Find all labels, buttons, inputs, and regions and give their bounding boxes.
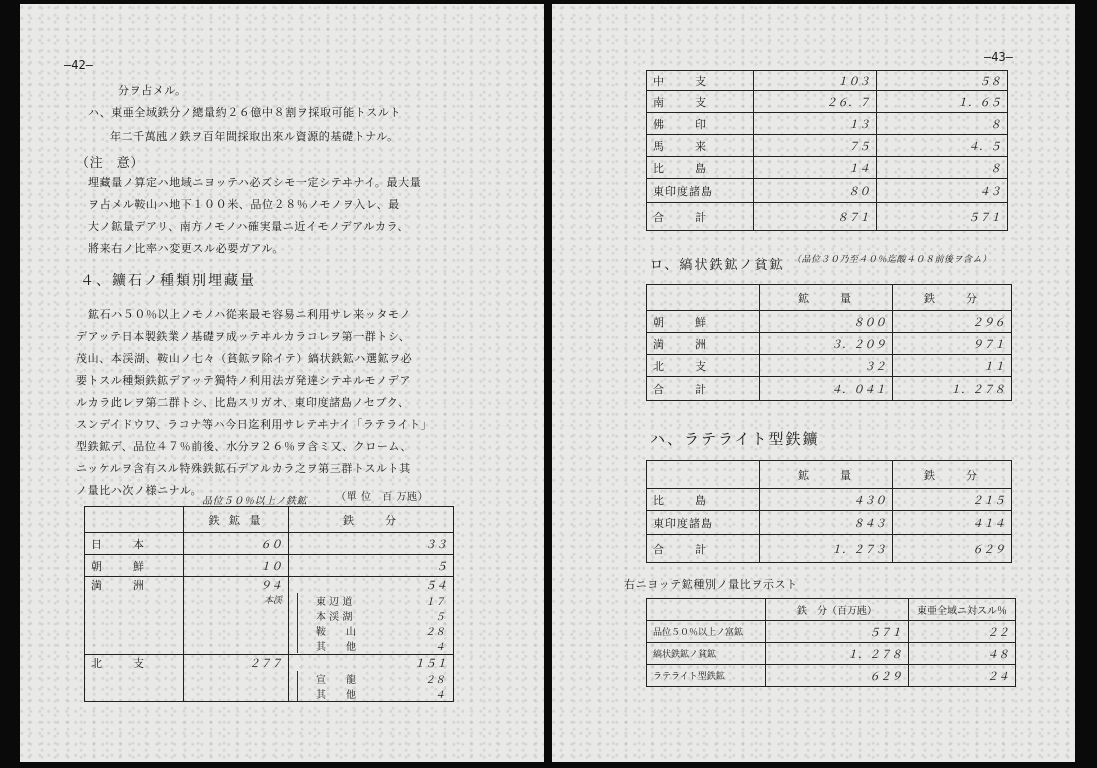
row-ore: ８０ xyxy=(754,179,877,203)
table-header: 鉄 分（百万瓲） xyxy=(766,599,909,621)
row-ore: ４．０４１ xyxy=(760,377,893,401)
row-iron: ８ xyxy=(877,157,1008,179)
row-name: ラテライト型鉄鉱 xyxy=(647,665,766,687)
row-ore: １０ xyxy=(184,555,289,577)
sub-name: 本 渓 湖 xyxy=(316,612,353,623)
table-unit: （單 位 百 万瓲） xyxy=(336,492,429,503)
row-ore: １４ xyxy=(754,157,877,179)
row-ore-note: 本渓 xyxy=(263,596,282,606)
row-ore xyxy=(184,577,289,655)
row-ore: ８００ xyxy=(760,311,893,333)
sub-row xyxy=(297,623,453,638)
row-ore: １．２７３ xyxy=(760,535,893,563)
row-iron: ４３ xyxy=(877,179,1008,203)
row-iron: ５７１ xyxy=(766,621,909,643)
table-header: 鉱 量 xyxy=(760,461,893,489)
row-ore: ３．２０９ xyxy=(760,333,893,355)
text-line: デアッテ日本製鉄業ノ基礎ヲ成ッテヰルカラコレヲ第一群トシ、 xyxy=(76,330,411,343)
table-header: 鉄 鉱 量 xyxy=(184,507,289,533)
text-line: ハ、東亜全域鉄分ノ總量約２６億中８割ヲ採取可能トスルト xyxy=(88,106,402,119)
table-header: 鉱 量 xyxy=(760,285,893,311)
row-ore: ２７７ xyxy=(184,655,289,702)
row-name: 日 本 xyxy=(85,533,184,555)
row-name: 満 洲 xyxy=(85,577,184,655)
sub-name: 其 他 xyxy=(316,642,356,653)
row-pct: ４８ xyxy=(909,643,1016,665)
text-line: 鉱石ハ５０％以上ノモノハ從来最モ容易ニ利用サレ来ッタモノ xyxy=(88,308,412,321)
row-iron: ６２９ xyxy=(893,535,1012,563)
row-iron: ５４ xyxy=(425,579,447,592)
row-ore: １０３ xyxy=(754,71,877,91)
row-name: 縞状鉄鉱ノ貧鉱 xyxy=(647,643,766,665)
row-name: 南 支 xyxy=(647,91,754,113)
row-iron: ２１５ xyxy=(893,489,1012,511)
section-heading: ４、鑛石ノ種類別埋藏量 xyxy=(80,273,256,289)
row-name: 合 計 xyxy=(647,203,754,231)
sub-row xyxy=(297,638,453,653)
page-number: —43— xyxy=(984,50,1013,64)
row-ore: ２６．７ xyxy=(754,91,877,113)
row-ore: ８７１ xyxy=(754,203,877,231)
row-name: 北 支 xyxy=(85,655,184,702)
sub-iron: ４ xyxy=(435,642,445,653)
row-iron: １．６５ xyxy=(877,91,1008,113)
sub-iron: ２８ xyxy=(425,675,445,686)
text-line: ルカラ此レヲ第二群トシ、比島スリガオ、東印度諸島ノセブク、 xyxy=(76,396,410,409)
row-name: 合 計 xyxy=(647,535,760,563)
laterite-ore-table xyxy=(646,460,1012,563)
table-header xyxy=(85,507,184,533)
sub-name: 宣 龍 xyxy=(316,675,356,686)
summary-table xyxy=(646,598,1016,687)
table-header: 東亜全域ニ対スル％ xyxy=(909,599,1016,621)
left-page xyxy=(20,4,544,762)
row-name: 比 島 xyxy=(647,489,760,511)
table-header xyxy=(647,461,760,489)
sub-row xyxy=(297,671,453,686)
row-name: 馬 来 xyxy=(647,135,754,157)
ore-table-continued xyxy=(646,70,1008,231)
sub-iron: ５ xyxy=(435,612,445,623)
text-line: 分ヲ占メル。 xyxy=(118,84,187,97)
row-name: 東印度諸島 xyxy=(647,511,760,535)
table-header: 鉄 分 xyxy=(289,507,454,533)
text-line: ヲ占メル鞍山ハ地下１００米、品位２８％ノモノヲ入レ、最 xyxy=(88,198,400,211)
text-line: 大ノ鉱量デアリ、南方ノモノハ確実量ニ近イモノデアルカラ、 xyxy=(88,220,409,233)
row-iron-breakdown xyxy=(289,577,454,655)
row-name: 朝 鮮 xyxy=(647,311,760,333)
text-line: ノ量比ハ次ノ様ニナル。 xyxy=(76,484,203,497)
table-handnote: 品位５０％以上ノ鉄鉱 xyxy=(202,496,307,507)
summary-heading: 右ニヨッテ鉱種別ノ量比ヲ示スト xyxy=(624,578,798,591)
table-header xyxy=(647,285,760,311)
page-number: —42— xyxy=(64,58,93,72)
sub-name: 東 辺 道 xyxy=(316,597,353,608)
section-note: （品位３０乃至４０％迄酸４０８前後ヲ含ム） xyxy=(792,255,992,265)
sub-row xyxy=(297,686,453,701)
row-iron: ５８ xyxy=(877,71,1008,91)
row-iron: ６２９ xyxy=(766,665,909,687)
row-iron: １５１ xyxy=(414,657,447,670)
banded-ore-table xyxy=(646,284,1012,401)
row-iron: ５ xyxy=(289,555,454,577)
text-line: 茂山、本渓湖、鞍山ノ七々（貧鉱ヲ除イテ）縞状鉄鉱ハ選鉱ヲ必 xyxy=(76,352,413,365)
row-iron: ９７１ xyxy=(893,333,1012,355)
section-heading: ハ、ラテライト型鉄鑛 xyxy=(650,430,820,448)
row-name: 比 島 xyxy=(647,157,754,179)
sub-name: 鞍 山 xyxy=(316,627,356,638)
row-ore: ３２ xyxy=(760,355,893,377)
row-ore: ７５ xyxy=(754,135,877,157)
row-iron: ４．５ xyxy=(877,135,1008,157)
text-line: 要トスル種類鉄鉱デアッテ獨特ノ利用法ガ発達シテヰルモノデア xyxy=(76,374,411,387)
section-heading: ロ、縞状鉄鉱ノ貧鉱 xyxy=(650,258,785,273)
row-ore: ６０ xyxy=(184,533,289,555)
row-name: 東印度諸島 xyxy=(647,179,754,203)
row-iron: ８ xyxy=(877,113,1008,135)
text-line: 型鉄鉱デ、品位４７％前後、水分ヲ２６％ヲ含ミ又、クローム、 xyxy=(76,440,412,453)
row-name: 朝 鮮 xyxy=(85,555,184,577)
row-iron-breakdown xyxy=(289,655,454,702)
row-name: 佛 印 xyxy=(647,113,754,135)
row-name: 中 支 xyxy=(647,71,754,91)
row-ore-value: ９４ xyxy=(260,579,282,592)
row-pct: ２４ xyxy=(909,665,1016,687)
row-iron: １．２７８ xyxy=(893,377,1012,401)
table-header: 鉄 分 xyxy=(893,461,1012,489)
sub-row xyxy=(297,608,453,623)
sub-iron: ２８ xyxy=(425,627,445,638)
sub-name: 其 他 xyxy=(316,690,356,701)
row-iron: ３３ xyxy=(289,533,454,555)
row-name: 北 支 xyxy=(647,355,760,377)
note-heading: （注 意） xyxy=(76,156,145,171)
table-header: 鉄 分 xyxy=(893,285,1012,311)
row-name: 満 洲 xyxy=(647,333,760,355)
text-line: ニッケルヲ含有スル特殊鉄鉱石デアルカラ之ヲ第三群トスルト其 xyxy=(76,462,411,475)
row-ore: ８４３ xyxy=(760,511,893,535)
row-iron: １１ xyxy=(893,355,1012,377)
table-header xyxy=(647,599,766,621)
sub-row xyxy=(297,593,453,608)
row-iron: ４１４ xyxy=(893,511,1012,535)
sub-iron: １７ xyxy=(425,597,445,608)
text-line: 年二千萬瓲ノ鉄ヲ百年間採取出來ル資源的基礎トナル。 xyxy=(110,130,399,143)
row-name: 品位５０％以上ノ富鉱 xyxy=(647,621,766,643)
row-iron: ５７１ xyxy=(877,203,1008,231)
row-name: 合 計 xyxy=(647,377,760,401)
row-ore: ４３０ xyxy=(760,489,893,511)
row-iron: ２９６ xyxy=(893,311,1012,333)
row-pct: ２２ xyxy=(909,621,1016,643)
sub-iron: ４ xyxy=(435,690,445,701)
right-page xyxy=(552,4,1075,762)
row-ore: １３ xyxy=(754,113,877,135)
text-line: 埋藏量ノ算定ハ地域ニヨッテハ必ズシモ一定シテヰナイ。最大量 xyxy=(88,176,422,189)
text-line: 將来右ノ比率ハ変更スル必要ガアル。 xyxy=(88,242,284,255)
ore-table-high-grade xyxy=(84,506,454,702)
text-line: スンデイドウワ、ラコナ等ハ今日迄利用サレテヰナイ「ラテライト」 xyxy=(76,418,433,431)
row-iron: １．２７８ xyxy=(766,643,909,665)
